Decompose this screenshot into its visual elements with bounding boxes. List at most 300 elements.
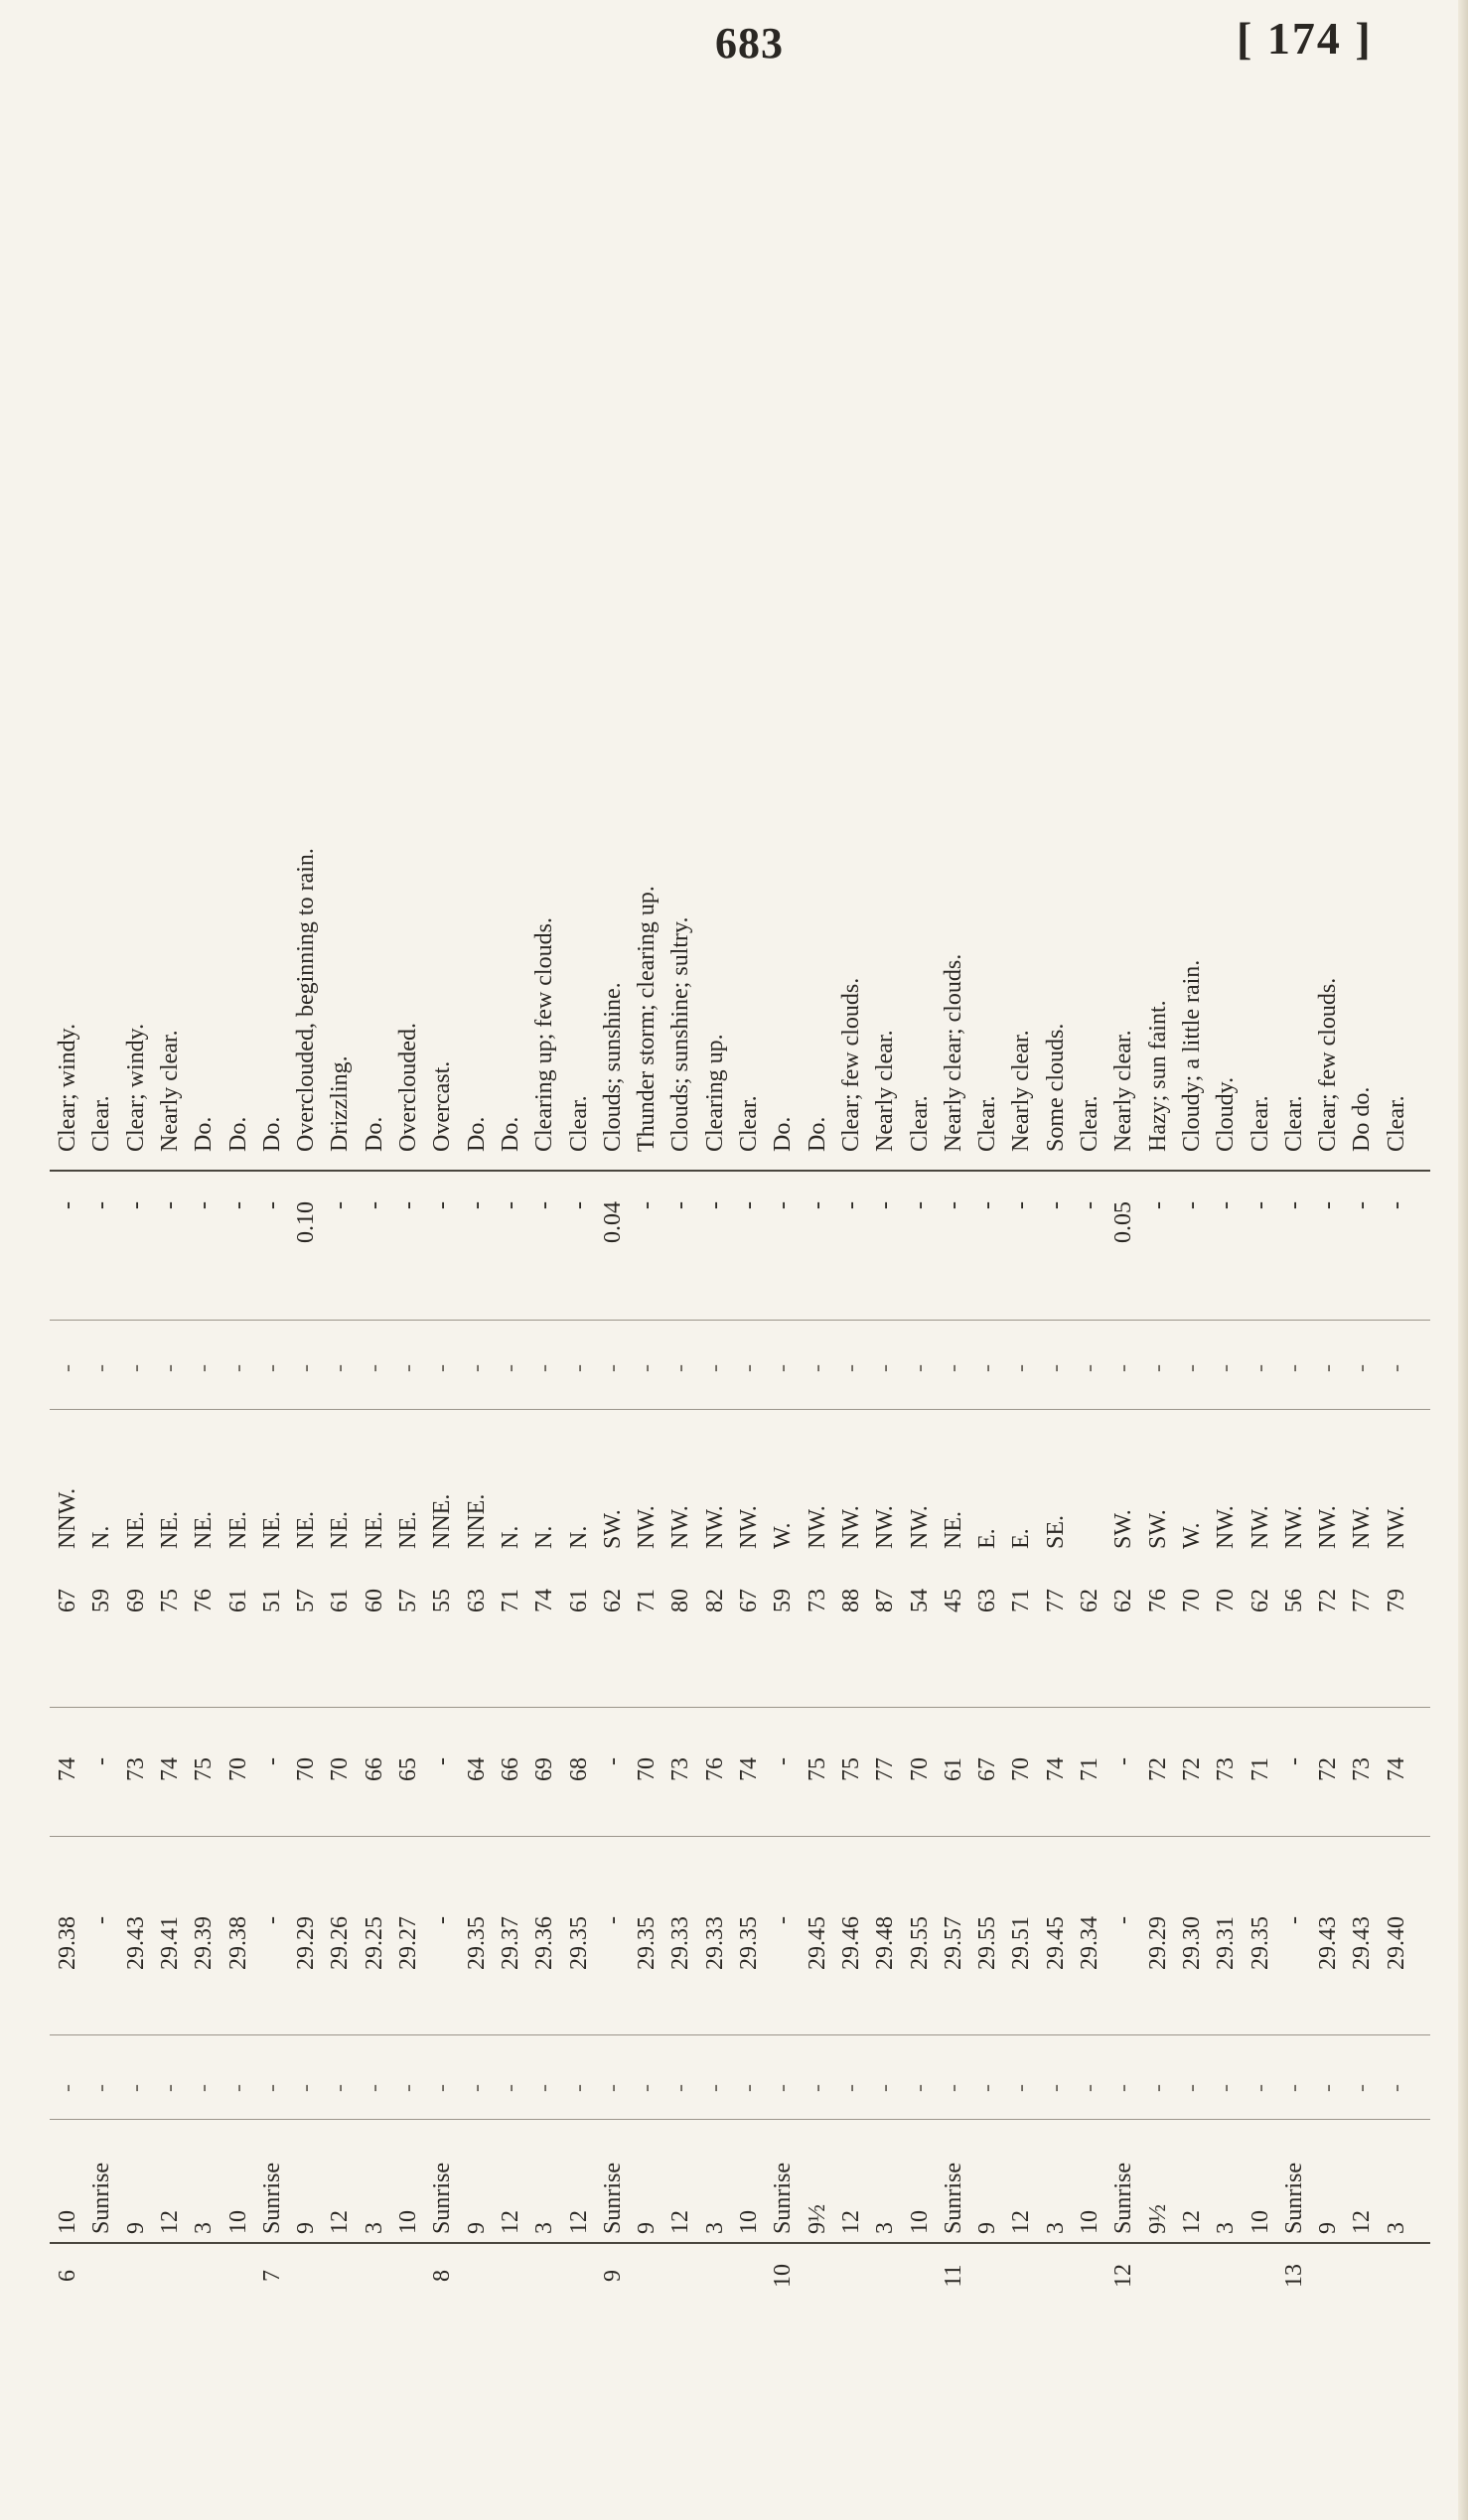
rain-cell: - bbox=[1178, 1201, 1205, 1209]
remarks-cell: Nearly clear; clouds. bbox=[940, 953, 966, 1152]
remarks-cell: Clearing up; few clouds. bbox=[531, 917, 558, 1152]
wind-cell: NE. bbox=[258, 1511, 285, 1549]
dash-cell: - bbox=[1213, 2084, 1240, 2092]
attached-thermometer-cell: 61 bbox=[940, 1757, 966, 1781]
barometer-cell: 29.35 bbox=[463, 1916, 490, 1970]
barometer-cell: 29.57 bbox=[940, 1916, 966, 1970]
wind-cell: SE. bbox=[1042, 1514, 1069, 1549]
hour-cell: 12 bbox=[667, 2210, 694, 2234]
attached-thermometer-cell: - bbox=[429, 1757, 456, 1765]
barometer-cell: 29.37 bbox=[497, 1916, 523, 1970]
dash-cell: - bbox=[88, 2084, 115, 2092]
remarks-cell: Nearly clear. bbox=[1110, 1030, 1137, 1152]
barometer-cell: 29.45 bbox=[804, 1916, 830, 1970]
barometer-cell: 29.48 bbox=[872, 1916, 899, 1970]
remarks-cell: Do do. bbox=[1349, 1086, 1376, 1152]
dash-cell: - bbox=[804, 1364, 830, 1372]
barometer-cell: - bbox=[1280, 1916, 1307, 1924]
day-cell: 10 bbox=[770, 2264, 797, 2288]
rain-cell: - bbox=[55, 1201, 80, 1209]
attached-thermometer-cell: 74 bbox=[1042, 1757, 1069, 1781]
rain-cell: - bbox=[701, 1201, 728, 1209]
day-cell: 9 bbox=[599, 2270, 626, 2282]
table-row bbox=[461, 343, 493, 2304]
hour-cell: 12 bbox=[1349, 2210, 1376, 2234]
remarks-cell: Clear; windy. bbox=[122, 1023, 149, 1152]
external-thermometer-cell: 70 bbox=[1213, 1589, 1240, 1612]
external-thermometer-cell: 76 bbox=[191, 1589, 218, 1612]
dash-cell: - bbox=[122, 1364, 149, 1372]
dash-cell: - bbox=[122, 2084, 149, 2092]
wind-cell: NW. bbox=[701, 1505, 728, 1549]
day-cell bbox=[699, 2256, 731, 2296]
wind-cell: NW. bbox=[872, 1505, 899, 1549]
attached-thermometer-cell: 66 bbox=[497, 1757, 523, 1781]
hour-cell: Sunrise bbox=[88, 2163, 115, 2234]
day-cell bbox=[1040, 2256, 1072, 2296]
barometer-cell: 29.35 bbox=[1247, 1916, 1273, 1970]
rain-cell: - bbox=[1008, 1201, 1035, 1209]
day-cell bbox=[1210, 2256, 1242, 2296]
barometer-cell: 29.38 bbox=[55, 1916, 80, 1970]
attached-thermometer-cell: 70 bbox=[1008, 1757, 1035, 1781]
weather-register-table bbox=[0, 343, 1430, 2304]
external-thermometer-cell: 69 bbox=[122, 1589, 149, 1612]
hour-cell: 10 bbox=[1247, 2210, 1273, 2234]
attached-thermometer-cell: 73 bbox=[667, 1757, 694, 1781]
binding-edge bbox=[1458, 0, 1468, 2520]
attached-thermometer-cell: 73 bbox=[1349, 1757, 1376, 1781]
rain-cell: - bbox=[565, 1201, 592, 1209]
table-row bbox=[1040, 343, 1072, 2304]
dash-cell: - bbox=[837, 1364, 864, 1372]
day-cell bbox=[971, 2256, 1003, 2296]
dash-cell: - bbox=[565, 1364, 592, 1372]
table-row bbox=[1381, 343, 1412, 2304]
remarks-cell: Clear; windy. bbox=[55, 1023, 80, 1152]
remarks-cell: Hazy; sun faint. bbox=[1144, 1000, 1171, 1152]
external-thermometer-cell: 57 bbox=[293, 1589, 320, 1612]
attached-thermometer-cell: 74 bbox=[55, 1757, 80, 1781]
attached-thermometer-cell: 73 bbox=[122, 1757, 149, 1781]
table-row bbox=[802, 343, 833, 2304]
dash-cell: - bbox=[1178, 2084, 1205, 2092]
day-cell bbox=[1176, 2256, 1208, 2296]
table-row bbox=[563, 343, 595, 2304]
attached-thermometer-cell: 73 bbox=[1213, 1757, 1240, 1781]
dash-cell: - bbox=[974, 1364, 1001, 1372]
external-thermometer-cell: 60 bbox=[361, 1589, 387, 1612]
remarks-cell: Clear; few clouds. bbox=[1315, 977, 1342, 1152]
rain-cell: - bbox=[1077, 1201, 1102, 1209]
external-thermometer-cell: 61 bbox=[565, 1589, 592, 1612]
external-thermometer-cell: 79 bbox=[1383, 1589, 1409, 1612]
day-cell: 11 bbox=[940, 2264, 966, 2288]
barometer-cell: - bbox=[770, 1916, 797, 1924]
wind-cell: NW. bbox=[1349, 1505, 1376, 1549]
dash-cell: - bbox=[1077, 2084, 1102, 2092]
dash-cell: - bbox=[634, 1364, 661, 1372]
attached-thermometer-cell: 74 bbox=[1383, 1757, 1409, 1781]
barometer-cell: 29.55 bbox=[974, 1916, 1001, 1970]
rain-cell: 0.10 bbox=[293, 1201, 320, 1243]
rain-cell: - bbox=[1315, 1201, 1342, 1209]
wind-cell: W. bbox=[1178, 1522, 1205, 1549]
remarks-cell: Nearly clear. bbox=[156, 1030, 183, 1152]
external-thermometer-cell: 59 bbox=[770, 1589, 797, 1612]
day-cell bbox=[461, 2256, 493, 2296]
dash-cell: - bbox=[1247, 2084, 1273, 2092]
hour-cell: 10 bbox=[224, 2210, 251, 2234]
attached-thermometer-cell: 70 bbox=[293, 1757, 320, 1781]
remarks-cell: Clear. bbox=[736, 1095, 762, 1152]
rain-cell: - bbox=[88, 1201, 115, 1209]
rain-cell: - bbox=[156, 1201, 183, 1209]
table-row bbox=[392, 343, 424, 2304]
remarks-cell: Do. bbox=[497, 1116, 523, 1152]
day-cell: 7 bbox=[258, 2270, 285, 2282]
dash-cell: - bbox=[1383, 2084, 1409, 2092]
external-thermometer-cell: 59 bbox=[88, 1589, 115, 1612]
dash-cell: - bbox=[531, 1364, 558, 1372]
hour-cell: 9½ bbox=[1144, 2204, 1171, 2234]
day-cell bbox=[1245, 2256, 1276, 2296]
table-row bbox=[52, 343, 83, 2304]
hour-cell: Sunrise bbox=[599, 2163, 626, 2234]
dash-cell: - bbox=[1280, 1364, 1307, 1372]
wind-cell: NW. bbox=[837, 1505, 864, 1549]
external-thermometer-cell: 71 bbox=[634, 1589, 661, 1612]
hour-cell: 10 bbox=[906, 2210, 933, 2234]
wind-cell: N. bbox=[565, 1525, 592, 1549]
remarks-cell: Nearly clear. bbox=[1008, 1030, 1035, 1152]
attached-thermometer-cell: 74 bbox=[156, 1757, 183, 1781]
dash-cell: - bbox=[497, 2084, 523, 2092]
table-row bbox=[324, 343, 356, 2304]
dash-cell: - bbox=[1042, 2084, 1069, 2092]
attached-thermometer-cell: 66 bbox=[361, 1757, 387, 1781]
barometer-cell: 29.43 bbox=[1349, 1916, 1376, 1970]
hour-cell: 9 bbox=[463, 2222, 490, 2234]
barometer-cell: 29.51 bbox=[1008, 1916, 1035, 1970]
hour-cell: Sunrise bbox=[1280, 2163, 1307, 2234]
rain-cell: - bbox=[497, 1201, 523, 1209]
rain-cell: - bbox=[837, 1201, 864, 1209]
day-cell bbox=[802, 2256, 833, 2296]
table-row bbox=[426, 343, 458, 2304]
remarks-cell: Overclouded, beginning to rain. bbox=[293, 848, 320, 1152]
barometer-cell: 29.35 bbox=[736, 1916, 762, 1970]
day-cell bbox=[733, 2256, 765, 2296]
table-row bbox=[767, 343, 799, 2304]
table-row bbox=[597, 343, 629, 2304]
day-cell bbox=[392, 2256, 424, 2296]
wind-cell: N. bbox=[497, 1525, 523, 1549]
hour-cell: 12 bbox=[1178, 2210, 1205, 2234]
table-row bbox=[1210, 343, 1242, 2304]
remarks-cell: Do. bbox=[258, 1116, 285, 1152]
remarks-cell: Clear. bbox=[88, 1095, 115, 1152]
dash-cell: - bbox=[156, 2084, 183, 2092]
remarks-cell: Do. bbox=[770, 1116, 797, 1152]
table-row bbox=[1176, 343, 1208, 2304]
dash-cell: - bbox=[940, 2084, 966, 2092]
hour-cell: 12 bbox=[156, 2210, 183, 2234]
dash-cell: - bbox=[156, 1364, 183, 1372]
remarks-cell: Thunder storm; clearing up. bbox=[634, 886, 661, 1152]
hour-cell: 10 bbox=[395, 2210, 421, 2234]
hour-cell: Sunrise bbox=[770, 2163, 797, 2234]
hour-cell: 12 bbox=[327, 2210, 354, 2234]
rain-cell: - bbox=[1383, 1201, 1409, 1209]
wind-cell: NW. bbox=[736, 1505, 762, 1549]
remarks-cell: Clear. bbox=[565, 1095, 592, 1152]
rain-cell: - bbox=[258, 1201, 285, 1209]
wind-cell: NE. bbox=[156, 1511, 183, 1549]
dash-cell: - bbox=[429, 1364, 456, 1372]
dash-cell: - bbox=[906, 1364, 933, 1372]
dash-cell: - bbox=[395, 2084, 421, 2092]
external-thermometer-cell: 62 bbox=[599, 1589, 626, 1612]
day-cell bbox=[904, 2256, 936, 2296]
dash-cell: - bbox=[872, 2084, 899, 2092]
hour-cell: 10 bbox=[1077, 2210, 1102, 2234]
table-row bbox=[1074, 343, 1105, 2304]
external-thermometer-cell: 67 bbox=[736, 1589, 762, 1612]
table-row bbox=[1346, 343, 1378, 2304]
dash-cell: - bbox=[293, 2084, 320, 2092]
external-thermometer-cell: 63 bbox=[974, 1589, 1001, 1612]
dash-cell: - bbox=[293, 1364, 320, 1372]
dash-cell: - bbox=[599, 2084, 626, 2092]
rain-cell: - bbox=[804, 1201, 830, 1209]
hour-cell: 3 bbox=[1383, 2222, 1409, 2234]
remarks-cell: Drizzling. bbox=[327, 1055, 354, 1152]
wind-cell: E. bbox=[974, 1528, 1001, 1549]
rain-cell: - bbox=[940, 1201, 966, 1209]
table-row bbox=[222, 343, 254, 2304]
hour-cell: Sunrise bbox=[429, 2163, 456, 2234]
attached-thermometer-cell: 72 bbox=[1178, 1757, 1205, 1781]
barometer-cell: 29.25 bbox=[361, 1916, 387, 1970]
remarks-cell: Clear. bbox=[1247, 1095, 1273, 1152]
day-cell bbox=[563, 2256, 595, 2296]
remarks-cell: Do. bbox=[361, 1116, 387, 1152]
table-row bbox=[495, 343, 526, 2304]
wind-cell: NNE. bbox=[429, 1493, 456, 1549]
plate-number: [ 174 ] bbox=[1237, 13, 1373, 64]
day-cell bbox=[664, 2256, 696, 2296]
hour-cell: 9 bbox=[293, 2222, 320, 2234]
rain-cell: - bbox=[429, 1201, 456, 1209]
dash-cell: - bbox=[463, 1364, 490, 1372]
dash-cell: - bbox=[531, 2084, 558, 2092]
day-cell bbox=[324, 2256, 356, 2296]
day-cell bbox=[120, 2256, 152, 2296]
table-row bbox=[85, 343, 117, 2304]
dash-cell: - bbox=[55, 1364, 80, 1372]
attached-thermometer-cell: - bbox=[258, 1757, 285, 1765]
wind-cell: E. bbox=[1008, 1528, 1035, 1549]
wind-cell: NE. bbox=[224, 1511, 251, 1549]
external-thermometer-cell: 82 bbox=[701, 1589, 728, 1612]
rain-cell: - bbox=[327, 1201, 354, 1209]
rain-cell: - bbox=[634, 1201, 661, 1209]
dash-cell: - bbox=[906, 2084, 933, 2092]
dash-cell: - bbox=[327, 1364, 354, 1372]
table-row bbox=[1142, 343, 1174, 2304]
dash-cell: - bbox=[1247, 1364, 1273, 1372]
table-row bbox=[1278, 343, 1310, 2304]
dash-cell: - bbox=[736, 2084, 762, 2092]
attached-thermometer-cell: 71 bbox=[1077, 1757, 1102, 1781]
dash-cell: - bbox=[1110, 2084, 1137, 2092]
day-cell: 12 bbox=[1110, 2264, 1137, 2288]
attached-thermometer-cell: 65 bbox=[395, 1757, 421, 1781]
dash-cell: - bbox=[872, 1364, 899, 1372]
dash-cell: - bbox=[1315, 1364, 1342, 1372]
remarks-cell: Do. bbox=[463, 1116, 490, 1152]
dash-cell: - bbox=[55, 2084, 80, 2092]
wind-cell: NW. bbox=[1383, 1505, 1409, 1549]
attached-thermometer-cell: - bbox=[770, 1757, 797, 1765]
external-thermometer-cell: 63 bbox=[463, 1589, 490, 1612]
wind-cell: N. bbox=[531, 1525, 558, 1549]
wind-cell: W. bbox=[770, 1522, 797, 1549]
rain-cell: - bbox=[1213, 1201, 1240, 1209]
table-row bbox=[904, 343, 936, 2304]
page-number: 683 bbox=[715, 19, 784, 68]
attached-thermometer-cell: - bbox=[599, 1757, 626, 1765]
attached-thermometer-cell: 67 bbox=[974, 1757, 1001, 1781]
table-row bbox=[971, 343, 1003, 2304]
external-thermometer-cell: 73 bbox=[804, 1589, 830, 1612]
dash-cell: - bbox=[940, 1364, 966, 1372]
attached-thermometer-cell: 75 bbox=[837, 1757, 864, 1781]
remarks-cell: Clear. bbox=[1077, 1095, 1102, 1152]
dash-cell: - bbox=[224, 2084, 251, 2092]
wind-cell: SW. bbox=[1110, 1509, 1137, 1549]
dash-cell: - bbox=[736, 1364, 762, 1372]
dash-cell: - bbox=[327, 2084, 354, 2092]
table-row bbox=[188, 343, 220, 2304]
day-cell bbox=[1381, 2256, 1412, 2296]
wind-cell: NW. bbox=[634, 1505, 661, 1549]
barometer-cell: 29.36 bbox=[531, 1916, 558, 1970]
dash-cell: - bbox=[224, 1364, 251, 1372]
barometer-cell: - bbox=[88, 1916, 115, 1924]
dash-cell: - bbox=[1178, 1364, 1205, 1372]
dash-cell: - bbox=[1008, 2084, 1035, 2092]
dash-cell: - bbox=[258, 1364, 285, 1372]
rain-cell: - bbox=[974, 1201, 1001, 1209]
day-cell bbox=[1346, 2256, 1378, 2296]
day-cell bbox=[154, 2256, 186, 2296]
wind-cell: NW. bbox=[1213, 1505, 1240, 1549]
external-thermometer-cell: 74 bbox=[531, 1589, 558, 1612]
barometer-cell: 29.31 bbox=[1213, 1916, 1240, 1970]
table-row bbox=[1245, 343, 1276, 2304]
dash-cell: - bbox=[1110, 1364, 1137, 1372]
attached-thermometer-cell: 70 bbox=[327, 1757, 354, 1781]
barometer-cell: 29.39 bbox=[191, 1916, 218, 1970]
barometer-cell: 29.35 bbox=[565, 1916, 592, 1970]
dash-cell: - bbox=[804, 2084, 830, 2092]
hour-cell: 12 bbox=[1008, 2210, 1035, 2234]
wind-cell: NE. bbox=[191, 1511, 218, 1549]
wind-cell: NW. bbox=[1247, 1505, 1273, 1549]
hour-cell: 10 bbox=[55, 2210, 80, 2234]
rain-cell: - bbox=[1349, 1201, 1376, 1209]
external-thermometer-cell: 67 bbox=[55, 1589, 80, 1612]
remarks-cell: Do. bbox=[804, 1116, 830, 1152]
external-thermometer-cell: 71 bbox=[497, 1589, 523, 1612]
attached-thermometer-cell: 70 bbox=[906, 1757, 933, 1781]
dash-cell: - bbox=[88, 1364, 115, 1372]
external-thermometer-cell: 77 bbox=[1042, 1589, 1069, 1612]
day-cell bbox=[222, 2256, 254, 2296]
day-cell bbox=[85, 2256, 117, 2296]
wind-cell: NE. bbox=[122, 1511, 149, 1549]
table-row bbox=[290, 343, 322, 2304]
dash-cell: - bbox=[463, 2084, 490, 2092]
attached-thermometer-cell: 77 bbox=[872, 1757, 899, 1781]
wind-cell: NE. bbox=[395, 1511, 421, 1549]
hour-cell: 3 bbox=[1042, 2222, 1069, 2234]
table-row bbox=[835, 343, 867, 2304]
hour-cell: 3 bbox=[701, 2222, 728, 2234]
attached-thermometer-cell: 74 bbox=[736, 1757, 762, 1781]
barometer-cell: 29.55 bbox=[906, 1916, 933, 1970]
hour-cell: Sunrise bbox=[1110, 2163, 1137, 2234]
attached-thermometer-cell: 72 bbox=[1315, 1757, 1342, 1781]
barometer-cell: 29.35 bbox=[634, 1916, 661, 1970]
barometer-cell: - bbox=[429, 1916, 456, 1924]
hour-cell: 12 bbox=[837, 2210, 864, 2234]
hour-cell: 3 bbox=[531, 2222, 558, 2234]
barometer-cell: 29.33 bbox=[667, 1916, 694, 1970]
day-cell bbox=[1005, 2256, 1037, 2296]
table-row bbox=[154, 343, 186, 2304]
external-thermometer-cell: 88 bbox=[837, 1589, 864, 1612]
external-thermometer-cell: 45 bbox=[940, 1589, 966, 1612]
external-thermometer-cell: 80 bbox=[667, 1589, 694, 1612]
attached-thermometer-cell: 70 bbox=[634, 1757, 661, 1781]
hour-cell: 10 bbox=[736, 2210, 762, 2234]
dash-cell: - bbox=[429, 2084, 456, 2092]
day-cell bbox=[359, 2256, 390, 2296]
dash-cell: - bbox=[1008, 1364, 1035, 1372]
wind-cell: NW. bbox=[906, 1505, 933, 1549]
rain-cell: - bbox=[736, 1201, 762, 1209]
remarks-cell: Clear. bbox=[1383, 1095, 1409, 1152]
hour-cell: 9 bbox=[974, 2222, 1001, 2234]
external-thermometer-cell: 62 bbox=[1110, 1589, 1137, 1612]
wind-cell: SW. bbox=[1144, 1509, 1171, 1549]
day-cell bbox=[835, 2256, 867, 2296]
barometer-cell: - bbox=[599, 1916, 626, 1924]
hour-cell: 3 bbox=[1213, 2222, 1240, 2234]
rain-cell: - bbox=[395, 1201, 421, 1209]
dash-cell: - bbox=[1144, 1364, 1171, 1372]
day-cell: 6 bbox=[55, 2270, 80, 2282]
dash-cell: - bbox=[599, 1364, 626, 1372]
remarks-cell: Clouds; sunshine; sultry. bbox=[667, 916, 694, 1152]
attached-thermometer-cell: 71 bbox=[1247, 1757, 1273, 1781]
dash-cell: - bbox=[701, 2084, 728, 2092]
wind-cell: NE. bbox=[293, 1511, 320, 1549]
attached-thermometer-cell: - bbox=[1110, 1757, 1137, 1765]
